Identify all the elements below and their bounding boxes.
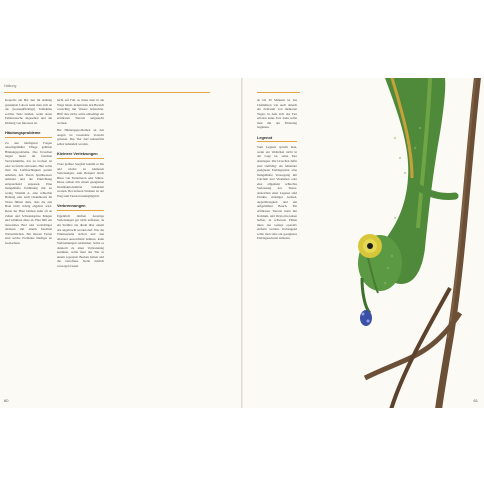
- running-head: Haltung: [4, 84, 17, 88]
- text-column-1: [5, 98, 52, 248]
- section-heading: Verbrennungen: [57, 204, 104, 211]
- paragraph: Trotz größter Sorgfalt kommt es hin und wieder zu kleineren Verletzungen, zum Beispiel durch Bisse von Futtertieren oder Stürze. Diese sollten mit einem geeigneten Desinfektionsmittel behandelt werden. Bei tieferen Wunden ist der Weg zum Tierarzt unumgänglich.: [57, 162, 104, 198]
- page-number: 61: [473, 398, 478, 403]
- paragraph: Zu den häufigsten Folgen unsachgemäßer Pflege gehören Häutungsprobleme. Das Ursachen liegen meist im falschen Terrarienklima, das zu trocken ist oder zu feucht sein kann. Hier sollte man die Luftfeuchtigkeit gezielt anheben, den Tieren Sprühwasser anbieten und die Einrichtung entsprechend anpassen. Eine mangelhafte Ernährung mit zu wenig Vitamin A, eine schlechte Haltung oder auch Chamäleons im Stress führen dazu, dass die alte Haut nicht richtig abgelöst wird. Reste der Haut bleiben dann oft an Zehen und Schwanzspitze hängen und schnüren diese ab. Hier hilft ein lauwarmes Bad und vorsichtiges Ablösen mit einem feuchten Wattestäbchen. Bei älteren Tieren sind solche Probleme häufiger zu beobachten.: [5, 140, 52, 245]
- paragraph: Bei Häutungsproblemen an den Augen ist besondere Vorsicht geboten. Das Tier darf keinesfalls selbst behandelt werden.: [57, 128, 104, 146]
- section-heading: Kleinere Verletzungen: [57, 152, 104, 159]
- section-heading: Häutungsprobleme: [5, 131, 52, 138]
- paragraph: ab bis 30 Minuten ist das Chamäleon wie auch danach ein Zeitraum von mehreren Tagen, in dem sich das Tier erholen kann. Erst dann sollte man mit der Fütterung beginnen.: [257, 98, 297, 130]
- paragraph: Eigentlich dürften derartige Verletzungen gar nicht auftreten, da ein Strahler nie direkt über einem Ast angebracht werden darf. Wer die Wärmequelle sichert und den Abstand ausreichend bemisst, kann Verbrennungen vermeiden. Sollte es dennoch zu einer Verbrennung kommen, sollte man das Tier in einem separaten Becken halten und die betroffene Stelle ärztlich versorgen lassen.: [57, 213, 104, 268]
- right-page: [243, 78, 484, 408]
- paragraph: Vom Legenot spricht man, wenn ein Weibchen nicht in der Lage ist, seine Eier abzulegen. Die Ursachen dafür sind vielfältig: ein fehlender geeigneter Eiablageplatz, eine mangelhafte Versorgung mit Calcium und Vitaminen oder eine allgemein schlechte Verfassung des Tieres. Anzeichen einer Legenot sind Unruhe, ständiges Graben, Appetitlosigkeit und ein aufgeblähter Bauch. Ein erfahrener Tierarzt kann mit Kalzium- und Oxytocin-Gaben helfen, in schweren Fällen muss das Gelege operativ entfernt werden. Vorbeugend sollte man stets ein geeignetes Eiablagesubstrat anbieten.: [257, 145, 297, 241]
- text-column-1: [257, 98, 297, 244]
- chameleon-photo: [300, 78, 484, 408]
- section-heading: Legenot: [257, 136, 297, 143]
- paragraph: nicht auf Fall, so muss man in die Wege leiten, indem man den Bereich vorsichtig mit Wasser befeuchtet. Hilft dies nicht, sollte unbedingt ein erfahrener Tierarzt aufgesucht werden.: [57, 98, 105, 125]
- paragraph: Koprofis ein Bei den im Anhang genannten Labors kann man sich an die (kostenpflichtige) Teilnahme solcher Tests binden, wenn deren Fehlerursache angesehen und die Klärung von Interesse ist.: [5, 98, 52, 125]
- header-rule: [4, 92, 210, 93]
- text-column-2: [57, 98, 104, 272]
- left-page: [0, 78, 241, 408]
- page-number: 60: [4, 398, 9, 403]
